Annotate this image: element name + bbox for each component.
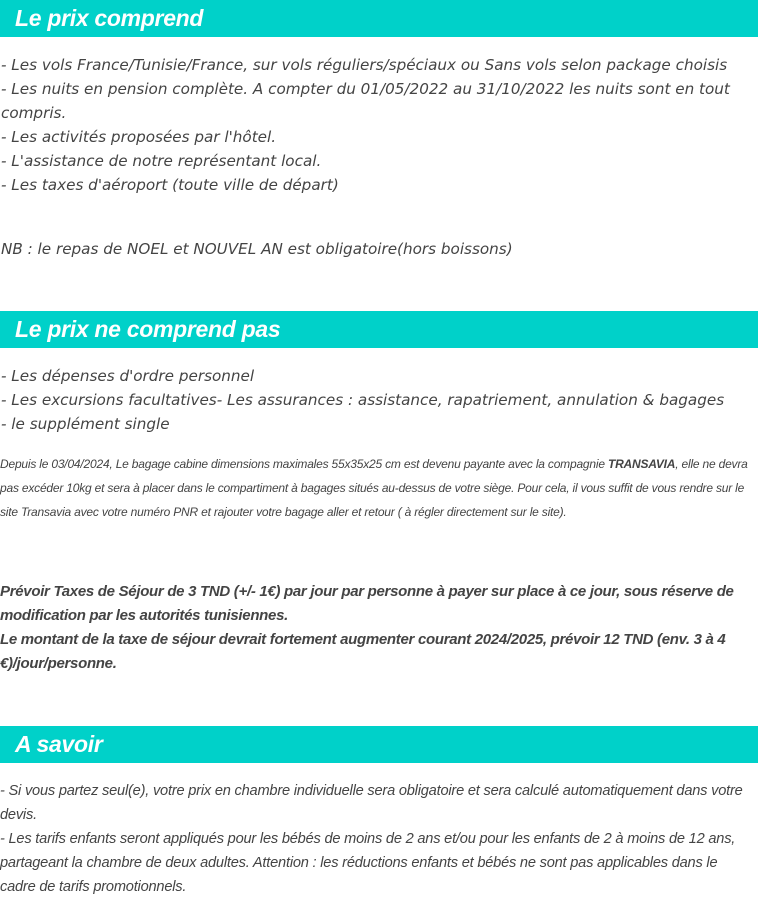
- nb-note: NB : le repas de NOEL et NOUVEL AN est obligatoire(hors boissons): [1, 240, 513, 258]
- tax-note-2: Le montant de la taxe de séjour devrait fortement augmenter courant 2024/2025, prévoir 12 TND (env. 3 à 4 €)/jour/personne.: [0, 631, 726, 672]
- tax-note-1: Prévoir Taxes de Séjour de 3 TND (+/- 1€) par jour par personne à payer sur place à ce jour, sous réserve de modification par les autorités tunisiennes.: [0, 583, 734, 624]
- included-list: [1, 53, 758, 197]
- good-to-know-list: [0, 779, 752, 899]
- list-item: - Les activités proposées par l'hôtel.: [1, 128, 277, 146]
- list-item: - L'assistance de notre représentant local.: [1, 152, 322, 170]
- baggage-note-text: Depuis le 03/04/2024, Le bagage cabine dimensions maximales 55x35x25 cm est devenu payante avec la compagnie: [0, 457, 608, 471]
- list-item: - Les excursions facultatives- Les assurances : assistance, rapatriement, annulation & bagages: [1, 391, 725, 409]
- baggage-note-text-cont: , elle ne devra pas excéder 10kg et sera à placer dans le compartiment à bagages situés au-dessus de votre siège. Pour cela, il vous suffit de vous rendre sur le site Transavia avec votre numéro PNR et rajouter votre bagage aller et retour ( à régler directement sur le site).: [0, 457, 748, 519]
- list-item: - Les tarifs enfants seront appliqués pour les bébés de moins de 2 ans et/ou pour les enfants de 2 à moins de 12 ans, partageant la chambre de deux adultes. Attention : les réductions enfants et bébés ne sont pas applicables dans le cadre de tarifs promotionnels.: [0, 831, 736, 895]
- baggage-note: [0, 452, 752, 524]
- list-item: - Les vols France/Tunisie/France, sur vols réguliers/spéciaux ou Sans vols selon package choisis: [1, 56, 728, 74]
- section-header-not-included: Le prix ne comprend pas: [0, 311, 758, 348]
- list-item: - Les taxes d'aéroport (toute ville de départ): [1, 176, 339, 194]
- list-item: - le supplément single: [1, 415, 170, 433]
- list-item: - Si vous partez seul(e), votre prix en chambre individuelle sera obligatoire et sera calculé automatiquement dans votre devis.: [0, 783, 743, 823]
- section-header-good-to-know: A savoir: [0, 726, 758, 763]
- list-item: - Les nuits en pension complète. A compter du 01/05/2022 au 31/10/2022 les nuits sont en tout compris.: [1, 80, 730, 122]
- included-note: [1, 237, 758, 261]
- section-header-included: Le prix comprend: [0, 0, 758, 37]
- not-included-list: [1, 364, 758, 436]
- tourist-tax-note: [0, 580, 745, 676]
- airline-name: TRANSAVIA: [607, 457, 676, 471]
- list-item: - Les dépenses d'ordre personnel: [1, 367, 255, 385]
